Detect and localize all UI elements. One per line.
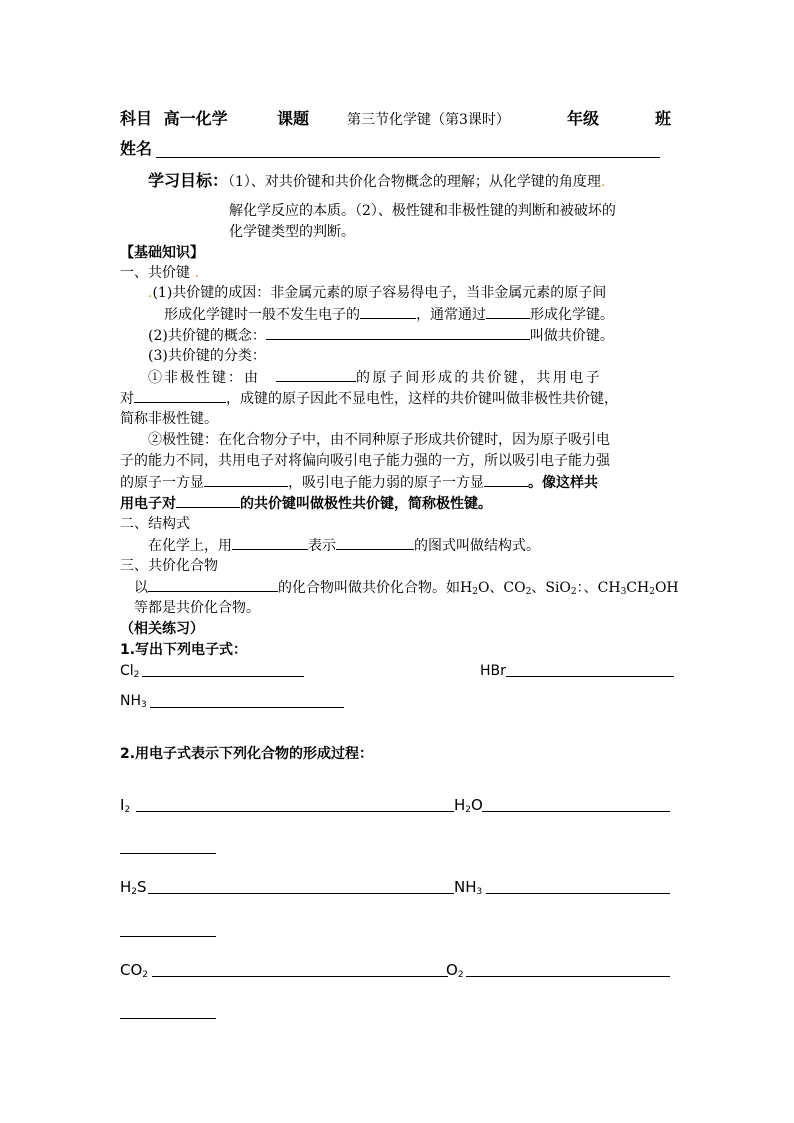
q2-cont-blank3[interactable]: [120, 1018, 216, 1019]
name-label: 姓名: [120, 139, 153, 158]
struct-blank1[interactable]: [232, 536, 308, 550]
q1-cl2: $Cl_2$: [120, 663, 140, 680]
q2-co2-blank[interactable]: [152, 976, 448, 977]
compound-text2: 的化合物叫做共价化合物。如: [278, 580, 460, 596]
q2-i2: $I_2$: [120, 796, 131, 815]
struct-text1: 在化学上，用: [148, 538, 232, 554]
subject-value: 高一化学: [163, 109, 228, 128]
section-covalent-bond: 一、共价键: [120, 265, 190, 281]
classification-label: (3)共价键的分类：: [148, 348, 266, 364]
cause-text3: 形成化学键。: [530, 307, 614, 323]
cause-text1: 形成化学键时一般不发生电子的: [164, 307, 360, 323]
nonpolar-blank2[interactable]: [134, 389, 226, 403]
basics-title: 【基础知识】: [120, 245, 204, 261]
objectives-line3: 化学键类型的判断。: [229, 224, 355, 240]
polar-text3: 的原子一方显: [120, 475, 204, 491]
q2-cont-blank1[interactable]: [120, 853, 216, 854]
nonpolar-label: ①非极性键：由: [148, 370, 260, 386]
q2-h2s: $H_2S$: [120, 878, 147, 897]
objectives-line2: 解化学反应的本质。（2）、极性键和非极性键的判断和被破坏的: [229, 203, 616, 219]
polar-text7: 的共价键叫做极性共价键，简称极性键。: [240, 496, 492, 512]
polar-line1: ②极性键：在化合物分子中，由不同种原子形成共价键时，因为原子吸引电: [148, 432, 610, 448]
q2-h2s-blank[interactable]: [148, 893, 454, 894]
class-label: 班: [655, 109, 672, 128]
struct-text3: 的图式叫做结构式。: [414, 538, 540, 554]
q2-o2-blank[interactable]: [466, 976, 670, 977]
q2-co2: $CO_2$: [120, 961, 149, 980]
struct-blank2[interactable]: [336, 536, 414, 550]
cause-text2: ，通常通过: [416, 307, 486, 323]
q1-cl2-blank[interactable]: [142, 676, 304, 677]
cause-line1: (1)共价键的成因：非金属元素的原子容易得电子，当非金属元素的原子间: [152, 285, 607, 301]
q1-hbr-blank[interactable]: [506, 676, 674, 677]
grade-label: 年级: [567, 109, 600, 128]
q1-nh3: $NH_3$: [120, 693, 147, 710]
objectives-label: 学习目标：: [148, 171, 229, 190]
polar-text4: ，吸引电子能力弱的原子一方显: [288, 475, 484, 491]
concept-tail: 叫做共价键。: [529, 328, 614, 344]
q2-nh3: $NH_3$: [454, 878, 483, 897]
nonpolar-blank1[interactable]: [276, 368, 356, 382]
q1-nh3-blank[interactable]: [150, 707, 344, 708]
q2-title: 2.用电子式表示下列化合物的形成过程：: [120, 746, 374, 762]
compound-examples: $H_2O$、$CO_2$、SiO$_2$：、$CH_3CH_2OH$: [460, 580, 679, 597]
compound-tail: 等都是共价化合物。: [134, 600, 260, 616]
compound-text1: 以: [134, 580, 148, 596]
q1-hbr: HBr: [480, 663, 506, 679]
objectives-line1: （1）、对共价键和共价化合物概念的理解；从化学键的角度理: [228, 174, 601, 190]
polar-line2: 子的能力不同，共用电子对将偏向吸引电子能力强的一方，所以吸引电子能力强: [120, 453, 610, 469]
q2-i2-blank[interactable]: [136, 811, 454, 812]
polar-blank1[interactable]: [204, 473, 288, 487]
nonpolar-text2: 对: [120, 391, 134, 407]
exercises-title: （相关练习）: [120, 621, 204, 637]
topic-label: 课题: [277, 109, 310, 128]
q2-o2: $O_2$: [446, 961, 464, 980]
cause-blank1[interactable]: [360, 305, 416, 319]
polar-text6: 用电子对: [120, 496, 176, 512]
q2-h2o: $H_2O$: [454, 796, 483, 815]
name-blank[interactable]: [156, 157, 660, 158]
nonpolar-text: 的原子间形成的共价键，共用电子: [356, 370, 602, 386]
q2-nh3-blank[interactable]: [486, 893, 670, 894]
compound-blank[interactable]: [148, 578, 278, 592]
struct-text2: 表示: [308, 538, 336, 554]
concept-blank[interactable]: [266, 326, 530, 340]
section-covalent-compound: 三、共价化合物: [120, 558, 218, 574]
polar-text5: 。像这样共: [528, 475, 598, 491]
concept-label: (2)共价键的概念：: [148, 328, 266, 344]
topic-value: 第三节化学键（第3课时）: [347, 112, 510, 128]
q2-cont-blank2[interactable]: [120, 936, 216, 937]
nonpolar-short: 简称非极性键。: [120, 411, 218, 427]
section-structural-formula: 二、结构式: [120, 516, 190, 532]
nonpolar-text3: ，成键的原子因此不显电性，这样的共价键叫做非极性共价键，: [226, 391, 618, 407]
subject-label: 科目: [120, 109, 153, 128]
cause-blank2[interactable]: [486, 305, 530, 319]
q2-h2o-blank[interactable]: [482, 811, 670, 812]
polar-blank3[interactable]: [176, 494, 240, 508]
q1-title: 1.写出下列电子式：: [120, 642, 248, 658]
polar-blank2[interactable]: [484, 473, 528, 487]
